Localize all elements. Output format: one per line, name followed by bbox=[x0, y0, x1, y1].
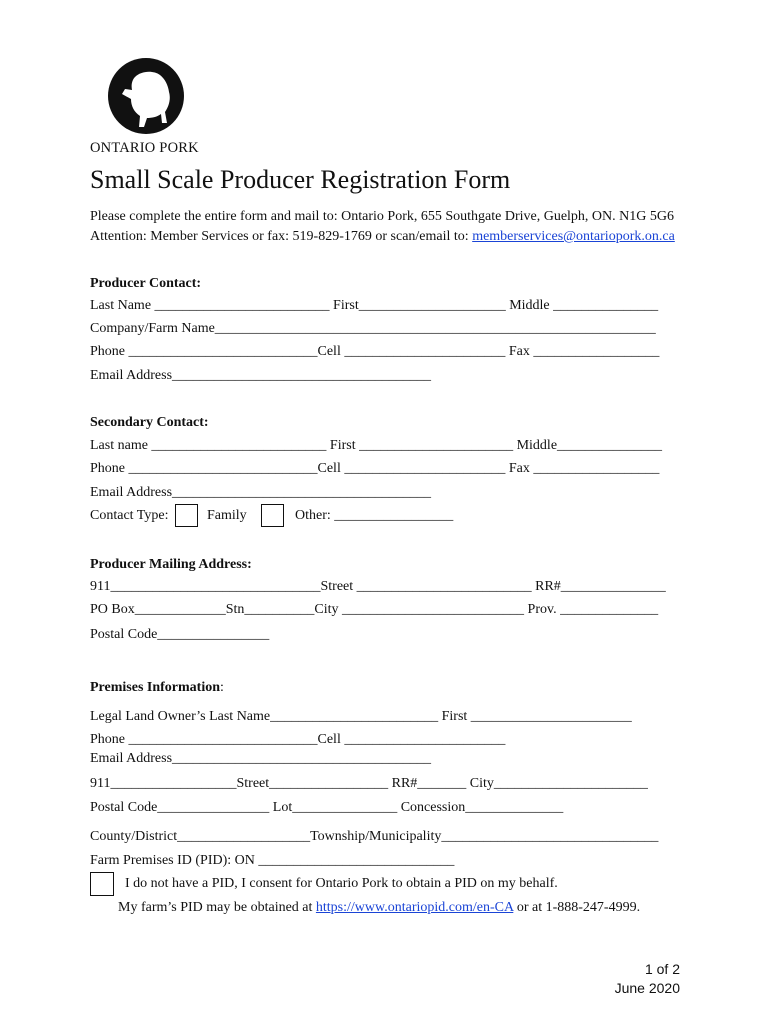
producer-phone-fields[interactable]: Phone ___________________________Cell _______________________ Fax __________________ bbox=[90, 344, 660, 359]
premises-address-fields[interactable]: 911__________________Street_________________ RR#_______ City______________________ bbox=[90, 776, 648, 791]
producer-company-field[interactable]: Company/Farm Name_______________________________________________________________ bbox=[90, 321, 656, 336]
premises-pid-field[interactable]: Farm Premises ID (PID): ON ____________________________ bbox=[90, 853, 455, 868]
premises-county-fields[interactable]: County/District___________________Township/Municipality_______________________________ bbox=[90, 829, 659, 844]
intro-line-2 bbox=[90, 228, 675, 246]
producer-email-field[interactable]: Email Address_____________________________________ bbox=[90, 368, 432, 383]
premises-heading-colon: : bbox=[220, 680, 224, 695]
pid-info-prefix: My farm’s PID may be obtained at bbox=[118, 900, 316, 915]
mailing-street-fields[interactable]: 911______________________________Street _________________________ RR#_______________ bbox=[90, 579, 666, 594]
contact-type-family-label: Family bbox=[207, 508, 247, 523]
producer-name-fields[interactable]: Last Name _________________________ First_____________________ Middle _______________ bbox=[90, 298, 659, 313]
mailing-address-heading: Producer Mailing Address: bbox=[90, 557, 252, 572]
pid-consent-checkbox[interactable] bbox=[90, 872, 114, 896]
contact-type-other-checkbox[interactable] bbox=[261, 504, 284, 527]
contact-type-family-checkbox[interactable] bbox=[175, 504, 198, 527]
member-services-email-link[interactable]: memberservices@ontariopork.on.ca bbox=[472, 229, 675, 244]
premises-postal-fields[interactable]: Postal Code________________ Lot_______________ Concession______________ bbox=[90, 800, 564, 815]
intro-line-2-text: Attention: Member Services or fax: 519-829-1769 or scan/email to: bbox=[90, 229, 473, 244]
form-date: June 2020 bbox=[614, 980, 680, 996]
ontario-pork-logo bbox=[107, 57, 185, 135]
premises-email-field[interactable]: Email Address_____________________________________ bbox=[90, 751, 432, 766]
contact-type-label: Contact Type: bbox=[90, 508, 169, 523]
premises-heading bbox=[90, 679, 224, 697]
secondary-name-fields[interactable]: Last name _________________________ First ______________________ Middle_______________ bbox=[90, 438, 663, 453]
mailing-pobox-fields[interactable]: PO Box_____________Stn__________City __________________________ Prov. ______________ bbox=[90, 602, 659, 617]
pid-info-line bbox=[118, 899, 640, 917]
ontario-pid-link[interactable]: https://www.ontariopid.com/en-CA bbox=[315, 900, 514, 915]
pid-consent-text: I do not have a PID, I consent for Ontario Pork to obtain a PID on my behalf. bbox=[125, 876, 558, 891]
brand-name: ONTARIO PORK bbox=[90, 140, 199, 156]
premises-owner-fields[interactable]: Legal Land Owner’s Last Name________________________ First _______________________ bbox=[90, 709, 632, 724]
page-title: Small Scale Producer Registration Form bbox=[90, 165, 511, 194]
mailing-postal-field[interactable]: Postal Code________________ bbox=[90, 627, 270, 642]
premises-heading-text: Premises Information bbox=[90, 680, 220, 695]
secondary-contact-heading: Secondary Contact: bbox=[90, 415, 209, 430]
secondary-email-field[interactable]: Email Address_____________________________________ bbox=[90, 485, 432, 500]
producer-contact-heading: Producer Contact: bbox=[90, 276, 202, 291]
secondary-phone-fields[interactable]: Phone ___________________________Cell _______________________ Fax __________________ bbox=[90, 461, 660, 476]
intro-line-1: Please complete the entire form and mail to: Ontario Pork, 655 Southgate Drive, Guelph, ON. N1G 5G6 bbox=[90, 209, 674, 224]
pid-info-suffix: or at 1-888-247-4999. bbox=[513, 900, 641, 915]
page-number: 1 of 2 bbox=[644, 961, 680, 977]
contact-type-other-field[interactable]: Other: _________________ bbox=[295, 508, 454, 523]
premises-phone-fields[interactable]: Phone ___________________________Cell _______________________ bbox=[90, 732, 506, 747]
